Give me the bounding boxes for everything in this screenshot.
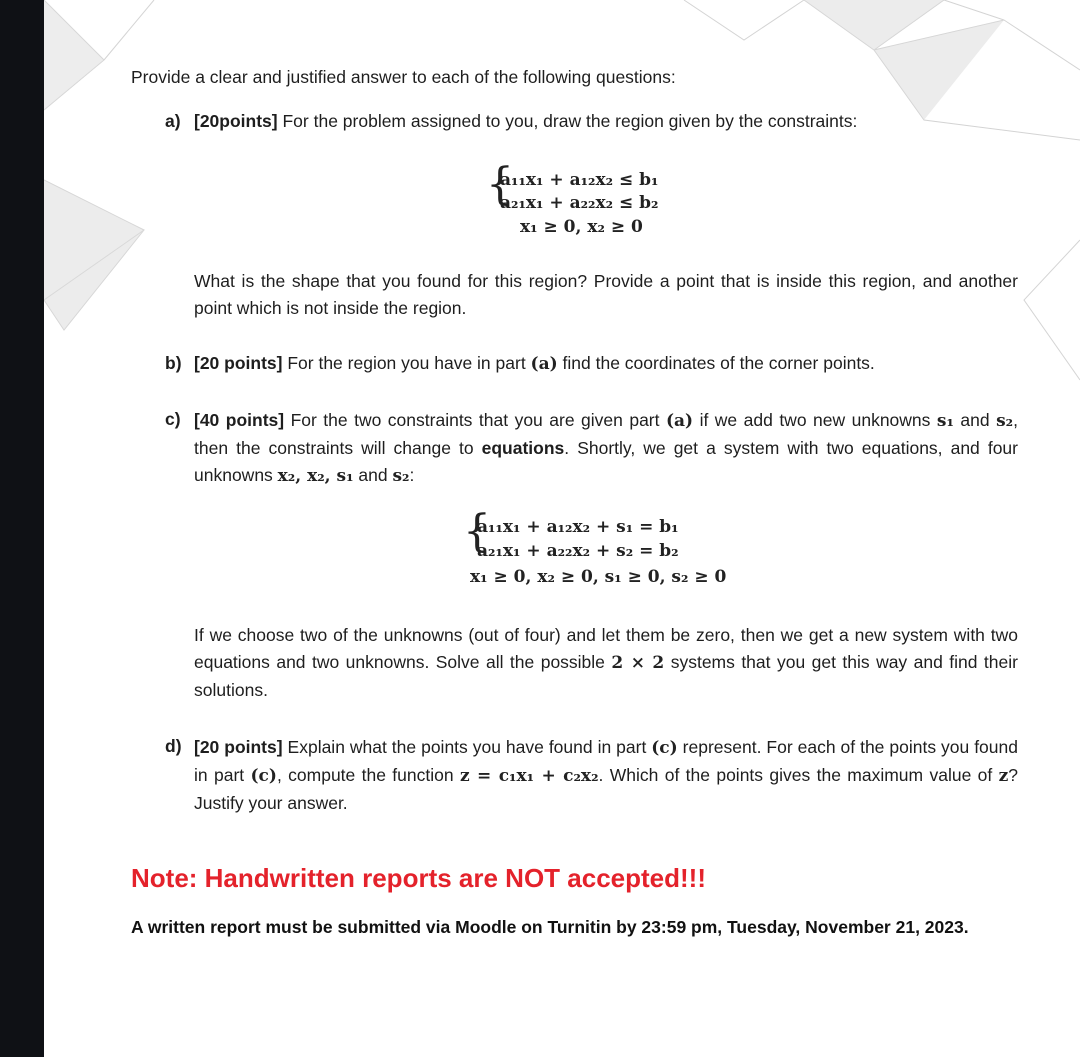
part-c-text-2: if we add two new unknowns	[693, 410, 937, 430]
submission-info: A written report must be submitted via Moodle on Turnitin by 23:59 pm, Tuesday, November 21, 2023.	[131, 917, 969, 937]
system-c-line3: x₁ ≥ 0, x₂ ≥ 0, s₁ ≥ 0, s₂ ≥ 0	[470, 567, 727, 587]
part-c-para-1: If we choose two of the unknowns (out of four) and let them be zero, then we get a new system with two equations and two unknowns. Solve all the possible	[194, 625, 1018, 672]
system-c-line1: a₁₁x₁ + a₁₂x₂ + s₁ = b₁	[477, 517, 679, 537]
part-d-text-4: . Which of the points gives the maximum value of	[598, 765, 999, 785]
part-d-text	[194, 734, 1018, 817]
part-c-text	[194, 407, 1018, 490]
part-c-equations: equations	[481, 438, 565, 458]
part-c-s1: s₁	[936, 411, 954, 431]
part-c-ref: (a)	[665, 411, 694, 431]
part-c-text-4: . Shortly, we get a system with two equations, and four unknowns	[194, 438, 1018, 485]
part-c-and: and	[953, 410, 997, 430]
system-a-line3: x₁ ≥ 0, x₂ ≥ 0	[520, 217, 643, 237]
part-c-and-2: and	[353, 465, 393, 485]
system-a-line1: a₁₁x₁ + a₁₂x₂ ≤ b₁	[500, 170, 659, 190]
part-d-text-3: , compute the function	[276, 765, 460, 785]
system-c-line2: a₂₁x₁ + a₂₂x₂ + s₂ = b₂	[477, 541, 679, 561]
part-c-points: [40 points]	[194, 410, 285, 430]
part-d-ref-1: (c)	[651, 738, 678, 758]
part-b-text-1: For the region you have in part	[282, 353, 531, 373]
part-b-text	[194, 353, 875, 374]
part-d-text-1: Explain what the points you have found in part	[282, 737, 652, 757]
system-a-brace: {	[486, 159, 514, 210]
part-b-label: b)	[165, 353, 182, 373]
part-d-label: d)	[165, 736, 182, 756]
part-c-s2: s₂	[996, 411, 1014, 431]
part-d-z: z	[998, 766, 1009, 786]
system-a-line2: a₂₁x₁ + a₂₂x₂ ≤ b₂	[500, 193, 659, 213]
part-c-unknowns: x₂, x₂, s₁	[277, 466, 354, 486]
part-d-function: z = c₁x₁ + c₂x₂	[459, 766, 599, 786]
part-a-text: For the problem assigned to you, draw the region given by the constraints:	[277, 111, 858, 131]
part-d-ref-2: (c)	[250, 766, 277, 786]
part-b-points: [20 points]	[194, 353, 283, 373]
handwritten-note: Note: Handwritten reports are NOT accepted!!!	[131, 863, 706, 893]
part-c-label: c)	[165, 409, 181, 429]
part-d-text-5: ? Justify your answer.	[194, 765, 1018, 813]
part-a-label: a)	[165, 111, 181, 131]
part-b-ref: (a)	[530, 354, 558, 374]
part-c-para-2: systems that you get this way and find their solutions.	[194, 652, 1018, 700]
part-d-points: [20 points]	[194, 737, 283, 757]
part-a-question: What is the shape that you found for this region? Provide a point that is inside this region, and another point which is not inside the region.	[194, 271, 1018, 318]
part-a-header	[194, 111, 857, 132]
part-b-text-2: find the coordinates of the corner points.	[557, 353, 875, 373]
part-c-paragraph	[194, 622, 1018, 704]
intro-text: Provide a clear and justified answer to each of the following questions:	[131, 67, 676, 87]
part-c-text-3: , then the constraints will change to	[194, 410, 1018, 458]
part-a-points: [20points]	[194, 111, 278, 131]
part-c-colon: :	[409, 465, 415, 485]
system-c-brace: {	[463, 506, 491, 557]
part-c-s2b: s₂	[392, 466, 410, 486]
part-c-text-1: For the two constraints that you are given part	[284, 410, 666, 430]
part-d-text-2: represent. For each of the points you found in part	[194, 737, 1018, 785]
part-c-matrix-size: 2 × 2	[611, 653, 665, 673]
